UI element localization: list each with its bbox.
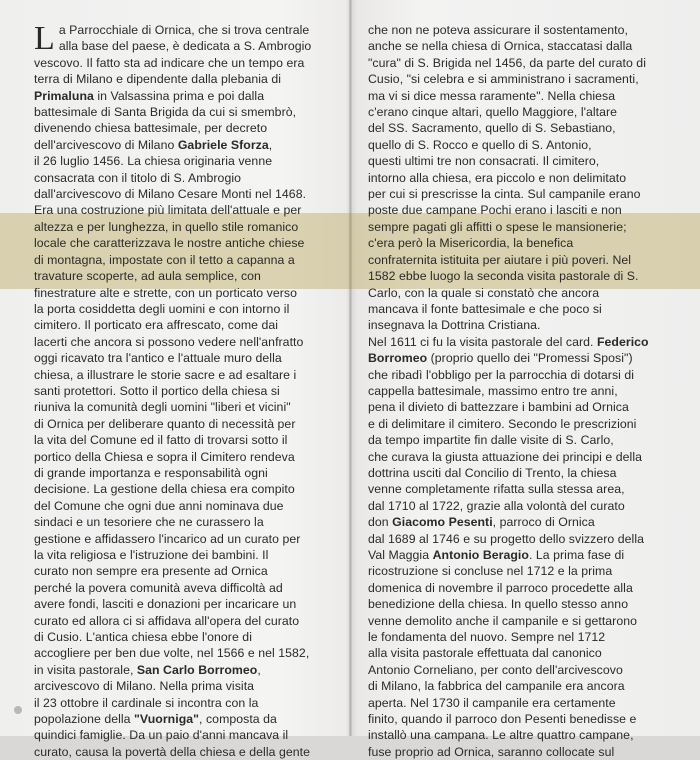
- text-segment: quello di S. Rocco e quello di S. Antonio,: [368, 137, 592, 152]
- text-segment: santi protettori. Sotto il portico della chiesa si: [34, 383, 280, 398]
- bold-name: Borromeo: [368, 351, 428, 366]
- text-segment: ,: [268, 137, 273, 152]
- text-segment: in Valsassina prima e poi dalla: [93, 88, 265, 103]
- text-segment: insegnava la Dottrina Cristiana.: [368, 318, 541, 333]
- right-column-line: [368, 744, 673, 760]
- right-column-line: [368, 449, 673, 465]
- left-column-line: [34, 252, 334, 268]
- left-column-line: [34, 613, 334, 629]
- right-column-line: [368, 465, 673, 481]
- left-column-line: [34, 596, 334, 612]
- right-column-line: [368, 481, 673, 497]
- right-column-line: [368, 202, 673, 218]
- left-column-line: [34, 38, 334, 54]
- right-column-line: [368, 580, 673, 596]
- right-column-line: [368, 711, 673, 727]
- left-column-line: [34, 317, 334, 333]
- text-segment: quindici famiglie. Da un paio d'anni mancava il: [34, 728, 289, 743]
- bold-name: "Vuorniga": [134, 712, 200, 727]
- bold-name: Primaluna: [34, 88, 94, 103]
- left-column-line: [34, 531, 334, 547]
- left-column-line: [34, 120, 334, 136]
- left-column-line: [34, 498, 334, 514]
- text-segment: che ribadì l'obbligo per la parrocchia di dotarsi di: [368, 367, 635, 382]
- right-column-line: [368, 596, 673, 612]
- text-segment: fuse proprio ad Ornica, saranno collocate sul: [368, 744, 615, 759]
- left-column-line: [34, 301, 334, 317]
- left-column-line: [34, 449, 334, 465]
- text-segment: venne completamente rifatta sulla stessa area,: [368, 482, 625, 497]
- right-column-line: [368, 268, 673, 284]
- right-column-lines: [368, 22, 673, 760]
- right-column-line: [368, 317, 673, 333]
- text-segment: poste due campane Pochi erano i lasciti e non: [368, 203, 622, 218]
- right-column-line: [368, 153, 673, 169]
- text-segment: la vita religiosa e l'istruzione dei bambini. Il: [34, 548, 269, 562]
- right-column-line: [368, 334, 673, 350]
- right-column-line: [368, 235, 673, 251]
- text-segment: intorno alla chiesa, era piccolo e non delimitato: [368, 170, 627, 185]
- right-column-line: [368, 678, 673, 694]
- right-column-line: [368, 170, 673, 186]
- text-segment: don: [368, 515, 393, 530]
- text-segment: ,: [257, 662, 261, 677]
- text-segment: il 26 luglio 1456. La chiesa originaria venne: [34, 154, 273, 169]
- text-segment: del SS. Sacramento, quello di S. Sebastiano,: [368, 121, 616, 136]
- text-segment: lacerti che ancora si possono vedere nell'anfratto: [34, 334, 304, 349]
- left-column-line: [34, 416, 334, 432]
- text-segment: domenica di novembre il parroco procedette alla: [368, 580, 633, 595]
- text-segment: in visita pastorale,: [34, 662, 137, 677]
- right-column-line: [368, 416, 673, 432]
- left-column-line: [34, 235, 334, 251]
- left-column-line: [34, 645, 334, 661]
- text-segment: decisione. La gestione della chiesa era compito: [34, 482, 295, 497]
- text-segment: del Comune che ogni due anni nominava due: [34, 498, 284, 513]
- text-segment: anche se nella chiesa di Ornica, staccatasi dalla: [368, 39, 633, 54]
- left-column-line: [34, 88, 334, 104]
- text-segment: curato ed allora ci si affidava all'opera del curato: [34, 613, 300, 628]
- right-column-line: [368, 563, 673, 579]
- text-segment: chiesa, a illustrare le storie sacre e ad esaltare i: [34, 367, 297, 382]
- right-column-line: [368, 383, 673, 399]
- right-column-line: [368, 104, 673, 120]
- text-segment: perché la povera comunità aveva difficoltà ad: [34, 580, 283, 595]
- bold-name: Federico: [596, 334, 649, 349]
- text-segment: venne demolito anche il campanile e si gettarono: [368, 613, 637, 628]
- text-segment: benedizione della chiesa. In quello stesso anno: [368, 597, 629, 612]
- left-column-line: [34, 268, 334, 284]
- right-column-text: [368, 22, 673, 760]
- text-segment: alla visita pastorale effettuata dal canonico: [368, 646, 602, 661]
- text-segment: Era una costruzione più limitata dell'attuale e per: [34, 203, 302, 218]
- text-segment: a Parrocchiale di Ornica, che si trova centrale: [58, 23, 310, 37]
- left-column-line: [34, 514, 334, 530]
- text-segment: di Cusio. L'antica chiesa ebbe l'onore di: [34, 630, 252, 645]
- left-column-line: [34, 383, 334, 399]
- right-column-line: [368, 120, 673, 136]
- text-segment: vescovo. Il fatto sta ad indicare che un tempo era: [34, 55, 305, 70]
- text-segment: questi ultimi tre non consacrati. Il cimitero,: [368, 154, 600, 169]
- left-column-lines: [34, 22, 334, 760]
- text-segment: la vita del Comune ed il fatto di trovarsi sotto il: [34, 433, 288, 448]
- text-segment: curato, causa la povertà della chiesa e della gente: [34, 744, 310, 759]
- left-column-line: [34, 170, 334, 186]
- left-column-line: [34, 202, 334, 218]
- left-column-line: [34, 22, 334, 38]
- left-column-line: [34, 367, 334, 383]
- left-column-line: [34, 629, 334, 645]
- text-segment: Cusio, "si celebra e si amministrano i sacramenti,: [368, 72, 639, 87]
- text-segment: "cura" di S. Brigida nel 1456, da parte del curato di: [368, 55, 646, 70]
- left-column-line: [34, 186, 334, 202]
- left-column-line: [34, 399, 334, 415]
- text-segment: di Milano, la fabbrica del campanile era ancora: [368, 679, 625, 694]
- right-column-line: [368, 662, 673, 678]
- right-column-line: [368, 629, 673, 645]
- text-segment: finito, quando il parroco don Pesenti benedisse e: [368, 712, 637, 727]
- right-column-line: [368, 695, 673, 711]
- text-segment: battesimale di Santa Brigida da cui si smembrò,: [34, 105, 297, 120]
- text-segment: altezza e per lunghezza, in quello stile romanico: [34, 219, 299, 234]
- text-segment: c'erano cinque altari, quello Maggiore, l'altare: [368, 105, 618, 120]
- left-column-line: [34, 432, 334, 448]
- text-segment: le fondamenta del nuovo. Sempre nel 1712: [368, 630, 606, 645]
- text-segment: di grande importanza e responsabilità ogni: [34, 465, 268, 480]
- text-segment: alla base del paese, è dedicata a S. Ambrogio: [58, 39, 312, 54]
- text-segment: . La prima fase di: [528, 548, 625, 562]
- text-segment: gestione e affidassero l'incarico ad un curato per: [34, 531, 301, 546]
- text-segment: accogliere per ben due volte, nel 1566 e nel 1582,: [34, 646, 310, 661]
- text-segment: riuniva la comunità degli uomini "liberi et vicini": [34, 400, 291, 415]
- text-segment: dell'arcivescovo di Milano: [34, 137, 178, 152]
- text-segment: installò una campana. Le altre quattro campane,: [368, 728, 634, 743]
- text-segment: pena il divieto di battezzare i bambini ad Ornica: [368, 400, 629, 415]
- right-column-line: [368, 55, 673, 71]
- left-column-line: [34, 137, 334, 153]
- bold-name: Gabriele Sforza: [177, 137, 269, 152]
- page-fold: [349, 0, 352, 736]
- bold-name: Giacomo Pesenti: [392, 515, 493, 530]
- text-segment: locale che caratterizzava le nostre antiche chiese: [34, 236, 305, 251]
- text-segment: la porta cosiddetta degli uomini e con intorno il: [34, 301, 290, 316]
- left-column-line: [34, 547, 334, 563]
- text-segment: curato non sempre era presente ad Ornica: [34, 564, 268, 579]
- right-column-line: [368, 38, 673, 54]
- right-column-line: [368, 137, 673, 153]
- right-column-line: [368, 252, 673, 268]
- text-segment: oggi ricavato tra l'antico e l'attuale muro della: [34, 351, 282, 366]
- text-segment: Carlo, con la quale si constatò che ancora: [368, 285, 600, 300]
- right-column-line: [368, 186, 673, 202]
- bold-name: Antonio Beragio: [432, 548, 529, 562]
- drop-cap: L: [34, 20, 55, 57]
- left-column-line: [34, 55, 334, 71]
- left-column-line: [34, 744, 334, 760]
- text-segment: cappella battesimale, massimo entro tre anni,: [368, 383, 618, 398]
- text-segment: di Ornica per deliberare quanto di necessità per: [34, 416, 296, 431]
- page-dot: [14, 706, 22, 714]
- left-column-text: [34, 22, 334, 760]
- text-segment: dall'arcivescovo di Milano Cesare Monti nel 1468.: [34, 187, 307, 202]
- text-segment: dottrina usciti dal Concilio di Trento, la chiesa: [368, 465, 617, 480]
- text-segment: ricostruzione si concluse nel 1712 e la prima: [368, 564, 613, 579]
- text-segment: per cui si prescrisse la cinta. Sul campanile erano: [368, 187, 641, 202]
- text-segment: consacrata con il titolo di S. Ambrogio: [34, 170, 242, 185]
- text-segment: terra di Milano e dipendente dalla plebania di: [34, 72, 282, 87]
- text-segment: , parroco di Ornica: [492, 515, 595, 530]
- right-column-line: [368, 367, 673, 383]
- text-segment: 1582 ebbe luogo la seconda visita pastorale di S.: [368, 269, 639, 284]
- right-column-line: [368, 219, 673, 235]
- left-column-line: [34, 711, 334, 727]
- right-column-line: [368, 514, 673, 530]
- text-segment: dal 1710 al 1722, grazie alla volontà del curato: [368, 498, 625, 513]
- left-column-line: [34, 580, 334, 596]
- text-segment: sindaci e un tesoriere che ne curassero la: [34, 515, 264, 530]
- text-segment: , composta da: [199, 712, 277, 727]
- right-column-line: [368, 547, 673, 563]
- left-column-line: [34, 481, 334, 497]
- text-segment: ma vi si dice messa raramente". Nella chiesa: [368, 88, 616, 103]
- right-column-line: [368, 88, 673, 104]
- left-column-line: [34, 678, 334, 694]
- text-segment: mancava il fonte battesimale e che poco si: [368, 301, 602, 316]
- right-column-line: [368, 432, 673, 448]
- left-column-line: [34, 662, 334, 678]
- left-column-line: [34, 334, 334, 350]
- left-column-line: [34, 350, 334, 366]
- left-column-line: [34, 285, 334, 301]
- text-segment: dal 1689 al 1746 e su progetto dello svizzero della: [368, 531, 644, 546]
- text-segment: confraternita istituita per aiutare i più poveri. Nel: [368, 252, 632, 267]
- bold-name: San Carlo Borromeo: [136, 662, 258, 677]
- right-column-line: [368, 350, 673, 366]
- left-column-line: [34, 695, 334, 711]
- text-segment: Nel 1611 ci fu la visita pastorale del card.: [368, 334, 597, 349]
- left-column-line: [34, 563, 334, 579]
- right-column-line: [368, 301, 673, 317]
- right-column-line: [368, 645, 673, 661]
- right-column-line: [368, 71, 673, 87]
- text-segment: cimitero. Il porticato era affrescato, come dai: [34, 318, 279, 333]
- text-segment: c'era però la Misericordia, la benefica: [368, 236, 574, 251]
- text-segment: travature scoperte, ad aula semplice, con: [34, 269, 261, 284]
- text-segment: popolazione della: [34, 712, 135, 727]
- text-segment: sempre pagati gli affitti o spese le mansionerie;: [368, 219, 627, 234]
- text-segment: di montagna, impostate con il tetto a capanna a: [34, 252, 295, 267]
- left-column-line: [34, 219, 334, 235]
- right-column-line: [368, 22, 673, 38]
- right-column-line: [368, 285, 673, 301]
- text-segment: portico della Chiesa e sopra il Cimitero rendeva: [34, 449, 295, 464]
- text-segment: aperta. Nel 1730 il campanile era certamente: [368, 695, 616, 710]
- text-segment: avere fondi, lasciti e donazioni per incaricare un: [34, 597, 297, 612]
- text-segment: da tempo impartite fin dalle visite di S. Carlo,: [368, 433, 614, 448]
- right-column-line: [368, 498, 673, 514]
- left-column-line: [34, 465, 334, 481]
- text-segment: (proprio quello dei "Promessi Sposi"): [427, 351, 633, 366]
- left-column-line: [34, 104, 334, 120]
- text-segment: il 23 ottobre il cardinale si incontra con la: [34, 695, 259, 710]
- text-segment: che curava la giusta attuazione dei principi e della: [368, 449, 642, 464]
- left-column-line: [34, 71, 334, 87]
- left-column-line: [34, 153, 334, 169]
- text-segment: finestrature alte e strette, con un porticato verso: [34, 285, 297, 300]
- right-column-line: [368, 399, 673, 415]
- text-segment: Val Maggia: [368, 548, 433, 562]
- text-segment: e di delimitare il cimitero. Secondo le prescrizioni: [368, 416, 637, 431]
- right-column-line: [368, 613, 673, 629]
- text-segment: divenendo chiesa battesimale, per decreto: [34, 121, 268, 136]
- right-column-line: [368, 531, 673, 547]
- text-segment: Antonio Corneliano, per conto dell'arcivescovo: [368, 662, 623, 677]
- text-segment: che non ne poteva assicurare il sostentamento,: [368, 23, 629, 37]
- text-segment: arcivescovo di Milano. Nella prima visita: [34, 679, 255, 694]
